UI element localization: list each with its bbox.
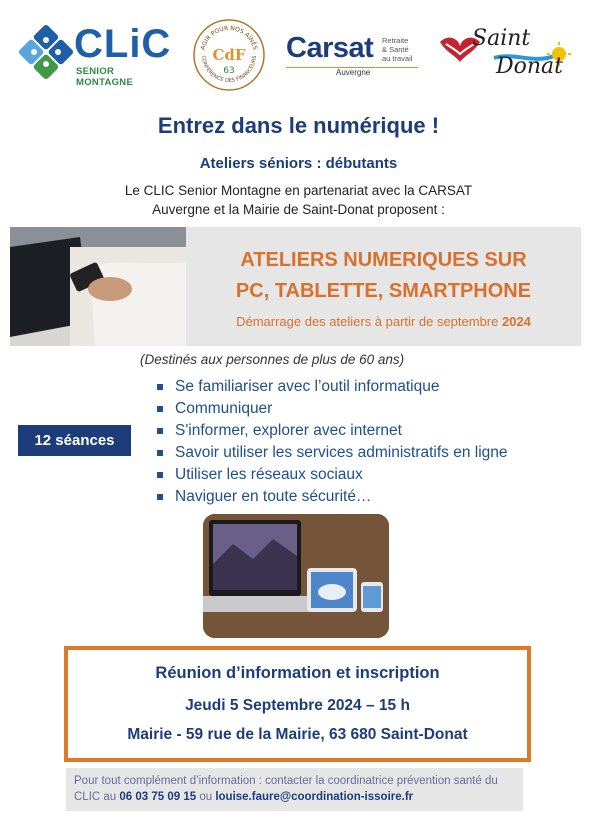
carsat-logo xyxy=(286,32,421,82)
meeting-place: Mairie - 59 rue de la Mairie, 63 680 Saint-Donat xyxy=(127,726,468,743)
svg-text:CdF: CdF xyxy=(212,46,246,64)
list-item: Utiliser les réseaux sociaux xyxy=(156,464,586,486)
clic-logo-subtitle: SENIOR MONTAGNE xyxy=(76,66,134,88)
bullet-icon xyxy=(157,406,163,412)
bullet-icon xyxy=(157,428,163,434)
banner-heading-line1: ATELIERS NUMERIQUES SUR xyxy=(240,249,527,271)
svg-text:CONFÉRENCE DES FINANCEURS: CONFÉRENCE DES FINANCEURS xyxy=(199,55,259,85)
bullet-icon xyxy=(157,494,163,500)
list-item: Savoir utiliser les services administratifs en ligne xyxy=(156,442,586,464)
topics-list xyxy=(156,376,586,508)
workshop-banner xyxy=(186,227,581,346)
bullet-icon xyxy=(157,384,163,390)
contact-text: Pour tout complément d’information : contacter la coordinatrice prévention santé du CLIC au 06 03 75 09 15 ou louise.faure@coordination-issoire.fr xyxy=(74,775,498,803)
sessions-badge: 12 séances xyxy=(18,425,131,456)
list-item: S'informer, explorer avec internet xyxy=(156,420,586,442)
carsat-region: Auvergne xyxy=(336,68,371,77)
devices-photo xyxy=(203,514,389,638)
list-item: Se familiariser avec l’outil informatique xyxy=(156,376,586,398)
svg-text:63: 63 xyxy=(223,66,235,76)
saint-donat-logo-line2: Donat xyxy=(496,54,564,79)
banner-start-date: Démarrage des ateliers à partir de septembre 2024 xyxy=(236,314,531,329)
intro-text xyxy=(100,181,497,219)
meeting-title: Réunion d’information et inscription xyxy=(155,664,440,682)
intro-line-2: Auvergne et la Mairie de Saint-Donat proposent : xyxy=(152,202,445,217)
svg-text:AGIR POUR NOS AÎNÉS: AGIR POUR NOS AÎNÉS xyxy=(199,24,259,51)
saint-donat-logo xyxy=(434,28,574,90)
clic-logo xyxy=(18,22,173,88)
page-title: Entrez dans le numérique ! xyxy=(157,113,440,138)
cdf-seal-icon xyxy=(192,18,266,92)
saint-donat-logo-line1: Saint xyxy=(472,26,531,51)
contact-box xyxy=(66,768,523,811)
clic-logo-word: CLiC xyxy=(74,22,172,66)
bullet-icon xyxy=(157,472,163,478)
meeting-date: Jeudi 5 Septembre 2024 – 15 h xyxy=(185,697,410,714)
clic-emblem-icon xyxy=(18,22,74,82)
list-item: Naviguer en toute sécurité… xyxy=(156,486,586,508)
info-meeting-box xyxy=(64,646,531,762)
page-subtitle: Ateliers séniors : débutants xyxy=(199,155,398,172)
carsat-logo-word: Carsat xyxy=(286,32,374,64)
cdf-logo xyxy=(192,18,266,92)
laptop-smartphone-photo xyxy=(10,227,186,346)
bullet-icon xyxy=(157,450,163,456)
contact-email: louise.faure@coordination-issoire.fr xyxy=(215,791,414,803)
carsat-logo-tagline: Retraite & Santé au travail xyxy=(382,36,413,63)
intro-line-1: Le CLIC Senior Montagne en partenariat avec la CARSAT xyxy=(124,183,473,198)
list-item: Communiquer xyxy=(156,398,586,420)
contact-phone: 06 03 75 09 15 xyxy=(119,791,197,803)
target-audience: (Destinés aux personnes de plus de 60 ans) xyxy=(140,352,405,367)
banner-heading-line2: PC, TABLETTE, SMARTPHONE xyxy=(235,280,532,302)
